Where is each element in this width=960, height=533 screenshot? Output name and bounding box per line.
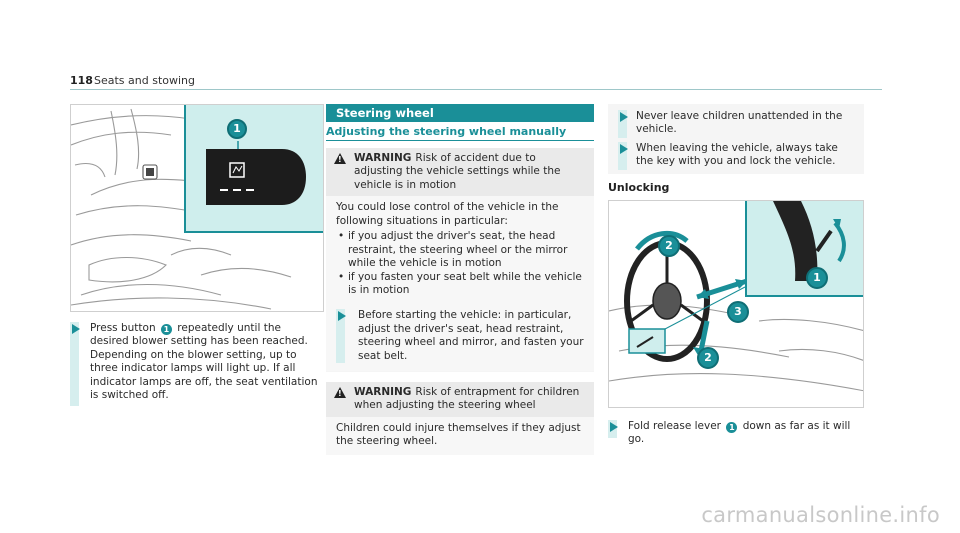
step-suffix: repeatedly until the desired blower setting has been reached. Depending on the blower setting, up to three indicator lamps will light up. If all indicator lamps are off, the seat ventilation is switched off. [90,322,318,402]
step-text: Never leave children unattended in the vehicle. [636,110,843,136]
watermark: carmanualsonline.info [701,503,940,528]
section-title: Seats and stowing [94,74,196,87]
callout-1-badge: 1 [227,119,247,139]
step-arrow-icon [338,311,346,321]
warning-text: Children could injure themselves if they adjust the steering wheel. [336,421,581,448]
button-number-badge: 1 [161,324,172,335]
warning-bullets [336,230,584,297]
unlock-instruction-step [608,420,864,446]
release-lever-inset [745,201,864,297]
callout-1-badge: 1 [806,267,828,289]
warning-action-step [326,303,594,371]
step-bar [70,322,79,406]
warning-header [326,382,594,417]
warning-bullet: • if you adjust the driver's seat, the head restraint, the steering wheel or the mirror while the vehicle is in motion [336,230,584,270]
warning-text: You could lose control of the vehicle in the following situations in particular: [336,201,559,227]
warning-box-accident [326,148,594,372]
step-prefix: Press button [90,322,156,334]
warning-bullet: • if you fasten your seat belt while the vehicle is in motion [336,271,584,298]
callout-3-badge: 3 [727,301,749,323]
warning-triangle-icon [334,387,346,398]
warning-header [326,148,594,196]
warning-title: Risk of accident due to adjusting the vehicle settings while the vehicle is in motion [354,152,561,191]
right-step-1 [618,110,856,138]
right-step-2 [618,142,856,170]
callout-2-badge-bottom: 2 [697,347,719,369]
page-header [70,72,882,90]
seat-ventilation-illustration [70,104,324,312]
lever-arrow-icon [835,223,844,261]
small-button-marker [146,168,154,176]
step-arrow-icon [610,422,618,432]
unlocking-heading: Unlocking [608,181,670,194]
step-text: When leaving the vehicle, always take the key with you and lock the vehicle. [636,142,838,168]
steering-wheel-illustration [608,200,864,408]
button-detail-inset [184,105,324,233]
warning-triangle-icon [334,153,346,164]
ventilation-button-drawing [186,105,324,233]
callout-2-badge-top: 2 [658,235,680,257]
section-heading-band: Steering wheel [326,104,594,122]
warning-body [326,196,594,303]
warning-continuation-box [608,104,864,174]
warning-label: WARNING [354,386,412,398]
warning-box-entrapment [326,382,594,450]
warning-label: WARNING [354,152,412,164]
warning-body [326,417,594,455]
step-suffix: down as far as it will go. [628,420,851,446]
step-arrow-icon [72,324,80,334]
lever-number-badge: 1 [726,422,737,433]
step-arrow-icon [620,144,628,154]
subsection-heading: Adjusting the steering wheel manually [326,125,594,141]
step-arrow-icon [620,112,628,122]
warning-title: Risk of entrapment for children when adjusting the steering wheel [354,386,580,412]
action-text: Before starting the vehicle: in particular, adjust the driver's seat, head restraint, steering wheel and mirror, and fasten your seat belt. [358,309,584,362]
left-instruction-step [70,322,320,406]
page-number: 118 [70,74,93,87]
step-prefix: Fold release lever [628,420,722,432]
